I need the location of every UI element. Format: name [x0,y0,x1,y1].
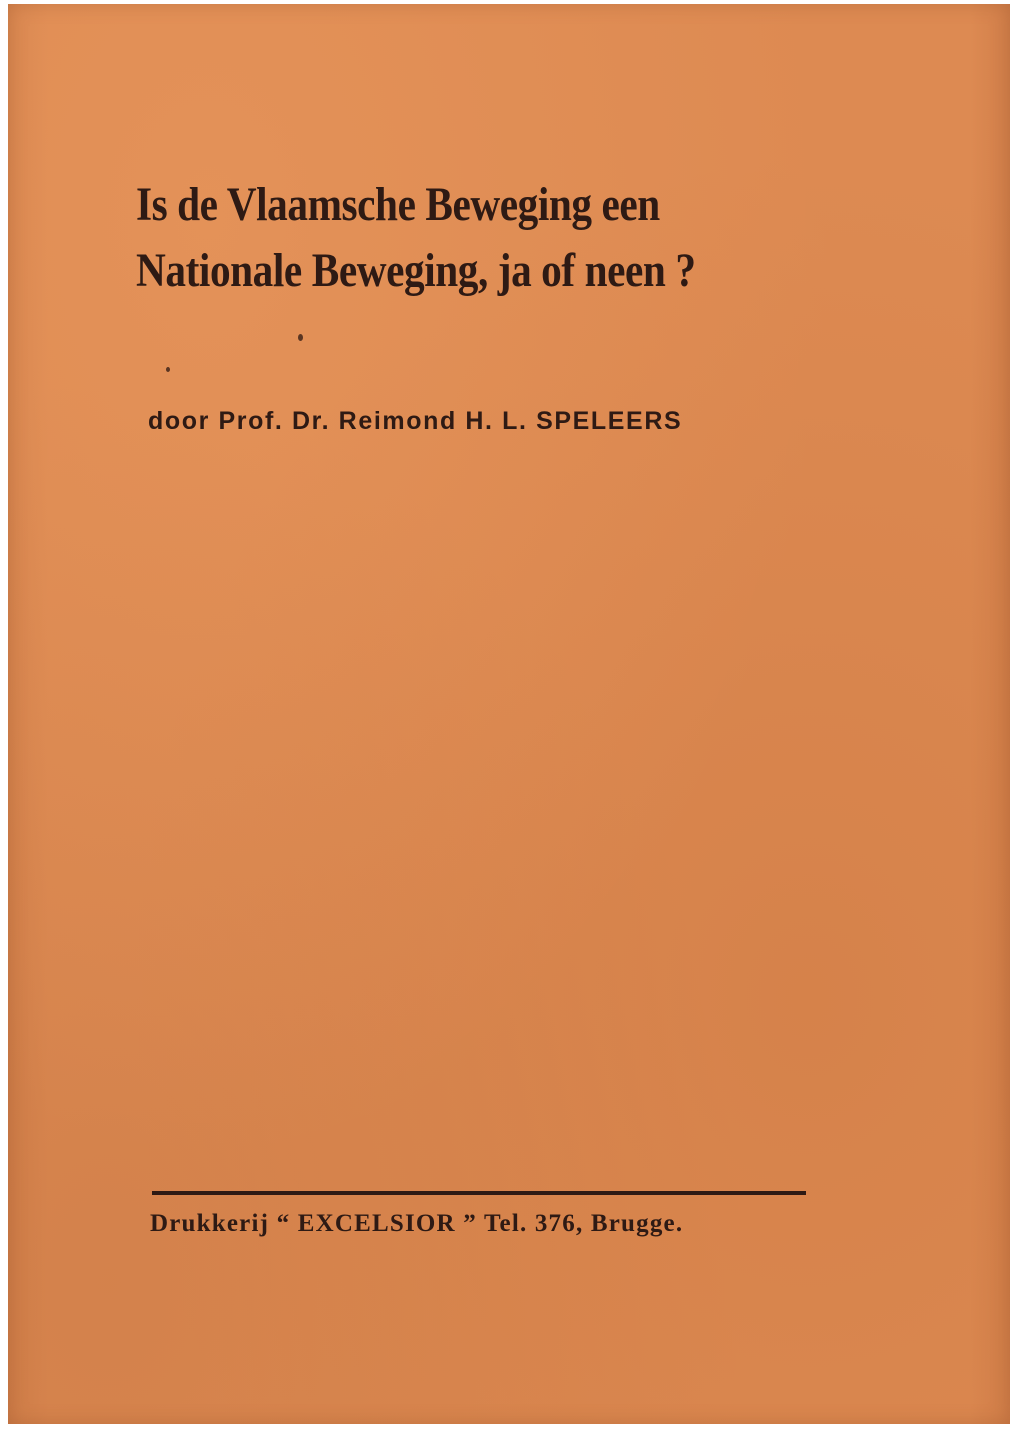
ink-speck [298,334,303,341]
book-cover [8,4,1010,1424]
title-line-1: Is de Vlaamsche Beweging een [136,178,660,231]
author-line: door Prof. Dr. Reimond H. L. SPELEERS [148,407,683,435]
ink-speck [166,367,170,372]
title-line-2: Nationale Beweging, ja of neen ? [136,244,696,297]
printer-imprint: Drukkerij “ EXCELSIOR ” Tel. 376, Brugge. [150,1210,684,1237]
divider-rule [152,1191,806,1195]
book-title [136,172,738,304]
